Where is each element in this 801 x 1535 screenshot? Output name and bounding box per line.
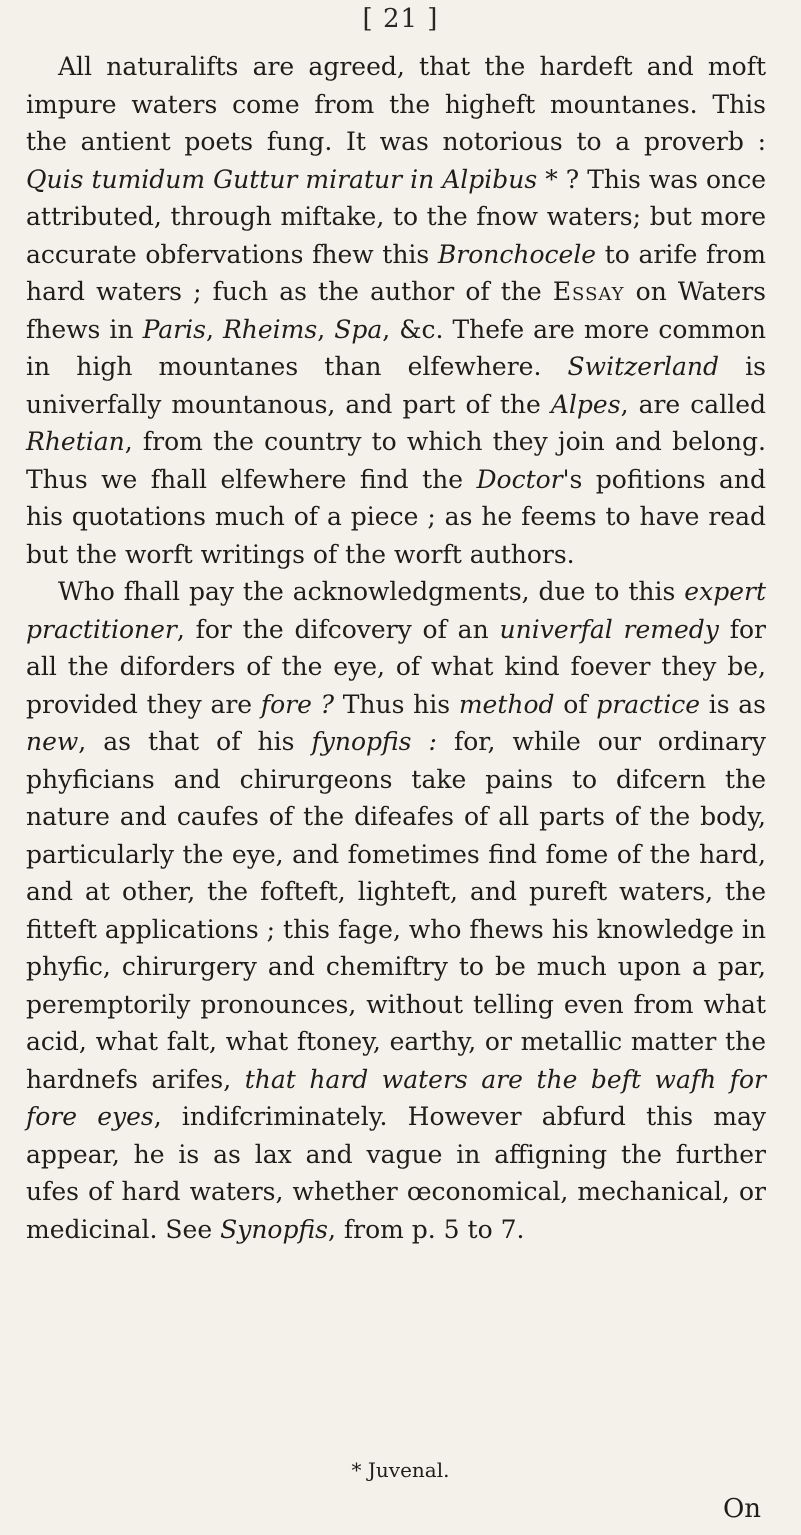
italic-run: Doctor (476, 464, 563, 494)
italic-run: Spa (334, 314, 383, 344)
italic-run: Quis tumidum Guttur miratur in Alpibus (26, 164, 538, 194)
italic-run: Alpes (550, 389, 621, 419)
italic-run: practice (596, 689, 700, 719)
italic-run: Rheims (222, 314, 318, 344)
italic-run: fore ? (260, 689, 335, 719)
text-run: on Waters fhews in (26, 277, 766, 344)
text-run: 's pofitions and his quotations much of a piece ; as he feems to have read but the worft writings of the worft authors. (26, 464, 766, 569)
text-run: is univerfally mountanous, and part of the (26, 352, 766, 419)
text-run: , are called (620, 389, 766, 419)
text-run: of (554, 689, 597, 719)
catchword: On (722, 1494, 761, 1524)
text-run: , as that of his (78, 727, 312, 756)
text-run: , indifcriminately. However abfurd this may appear, he is as lax and vague in affigning the further ufes of hard waters, whether œconomical, mechanical, or medicinal. See (26, 1102, 766, 1244)
text-run: , (205, 314, 223, 344)
text-run: to arife from hard waters ; fuch as the author of the (26, 239, 766, 306)
footnote: * Juvenal. (351, 1458, 450, 1482)
text-run: is as (700, 689, 767, 719)
paragraph-2 (26, 573, 766, 1248)
italic-run: Bronchocele (437, 239, 597, 269)
italic-run: expert practitioner (26, 577, 766, 644)
text-run: , from the country to which they join and belong. Thus we fhall elfewhere find the (26, 427, 766, 494)
italic-run: Paris (142, 314, 206, 344)
text-run: for, while our ordinary phyficians and chirurgeons take pains to difcern the nature and caufes of the difeafes of all parts of the body, particularly the eye, and fometimes find fome of the hard, and at other, the fofteft, lighteft, and pureft waters, the fitteft applications ; this fage, who fhews his knowledge in phyfic, chirurgery and chemiftry to be much upon a par, peremptorily pronounces, without telling even from what acid, what falt, what ftoney, earthy, or metallic matter the hardnefs arifes, (26, 727, 767, 1094)
italic-run: Rhetian (26, 427, 125, 456)
text-run: , for the difcovery of an (176, 614, 500, 644)
italic-run: method (458, 689, 555, 719)
text-run: Thus his (334, 689, 459, 719)
smallcaps-run: Essay (552, 277, 625, 306)
text-run: * ? This was once attributed, through miftake, to the fnow waters; but more accurate obfervations fhew this (26, 164, 766, 269)
page-number: [ 21 ] (362, 4, 439, 34)
text-run: , (317, 314, 335, 344)
text-run: for all the diforders of the eye, of what kind foever they be, provided they are (26, 614, 767, 719)
italic-run: Switzerland (567, 352, 720, 381)
body-text (26, 48, 766, 1248)
text-run: , &c. Thefe are more common in high mountanes than elfewhere. (26, 314, 766, 381)
text-run: All naturalifts are agreed, that the hardeft and moft impure waters come from the higheft mountanes. This the antient poets fung. It was notorious to a proverb : (26, 52, 766, 156)
italic-run: new (26, 727, 79, 756)
italic-run: univerfal remedy (499, 614, 719, 644)
italic-run: that hard waters are the beft wafh for fore eyes (26, 1064, 766, 1131)
italic-run: fynopfis : (311, 727, 437, 756)
text-run: , from p. 5 to 7. (327, 1214, 525, 1244)
text-run: Who fhall pay the acknowledgments, due to this (58, 577, 685, 606)
italic-run: Synopfis (220, 1214, 328, 1244)
paragraph-1 (26, 48, 766, 573)
